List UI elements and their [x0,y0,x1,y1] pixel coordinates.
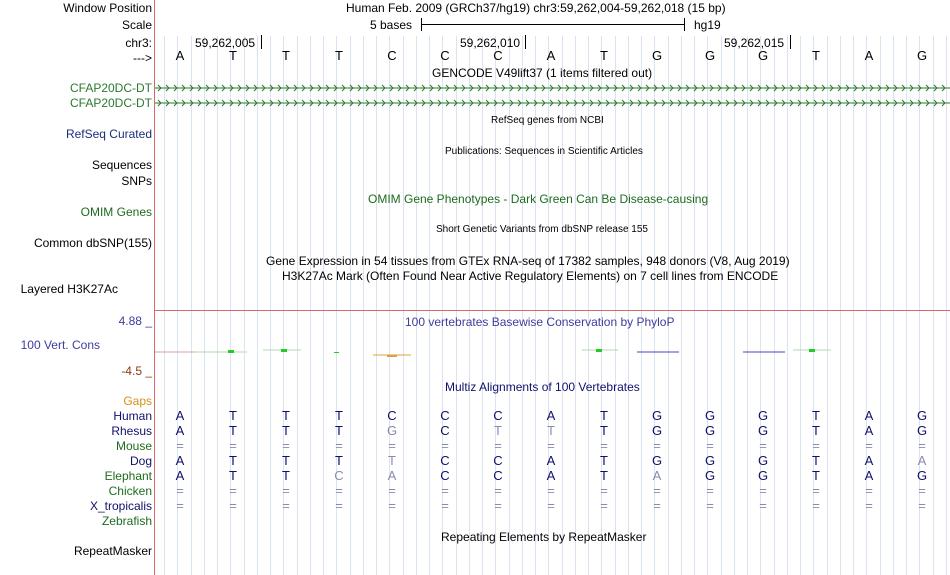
alignment-base: = [335,483,343,498]
grid-line [257,36,258,575]
species-label-x_tropicalis: X_tropicalis [89,499,152,513]
alignment-base: = [176,483,184,498]
grid-line [615,36,616,575]
alignment-base: = [918,498,926,513]
grid-line [840,36,841,575]
grid-line [270,36,271,575]
alignment-base: G [651,408,663,423]
species-label-zebrafish: Zebrafish [101,514,152,528]
grid-line [323,36,324,575]
grid-line [906,36,907,575]
alignment-base: G [757,408,769,423]
grid-line [747,36,748,575]
alignment-base: = [229,498,237,513]
grid-line [946,36,947,575]
alignment-base: T [812,408,820,423]
track-label-cfap20dc-dt-1[interactable]: CFAP20DC-DT [69,81,152,95]
grid-line [641,36,642,575]
alignment-base: G [651,423,663,438]
alignment-base: = [176,438,184,453]
alignment-base: = [653,498,661,513]
alignment-base: = [388,498,396,513]
track-label-omim-genes[interactable]: OMIM Genes [80,205,152,219]
coord-label-2: 59,262,010 [460,36,521,50]
alignment-base: G [757,423,769,438]
alignment-base: C [387,408,397,423]
grid-line [403,36,404,575]
alignment-base: C [440,423,450,438]
track-label-repeatmasker[interactable]: RepeatMasker [73,544,152,558]
species-label-chicken: Chicken [108,484,152,498]
grid-line [933,36,934,575]
reference-base: C [440,48,450,63]
alignment-base: = [653,483,661,498]
alignment-base: A [175,468,185,483]
alignment-base: = [600,483,608,498]
species-label-dog: Dog [129,454,152,468]
alignment-base: = [812,438,820,453]
alignment-base: T [282,468,290,483]
alignment-base: A [175,453,185,468]
alignment-base: A [864,423,874,438]
alignment-base: T [229,408,237,423]
grid-line [164,36,165,575]
alignment-base: = [335,498,343,513]
window-position-text: Human Feb. 2009 (GRCh37/hg19) chr3:59,262,004-59,262,018 (15 bp) [346,1,726,15]
reference-base: A [546,48,556,63]
alignment-base: T [335,453,343,468]
alignment-base: = [494,483,502,498]
alignment-base: = [547,498,555,513]
reference-base: T [335,48,343,63]
grid-line [681,36,682,575]
alignment-base: G [757,468,769,483]
coord-tick-1 [261,35,262,49]
grid-line [429,36,430,575]
reference-base: T [229,48,237,63]
reference-base: C [493,48,503,63]
alignment-base: T [812,468,820,483]
dbsnp-title: Short Genetic Variants from dbSNP release 155 [436,224,648,235]
track-label-cfap20dc-dt-2[interactable]: CFAP20DC-DT [69,96,152,110]
alignment-base: T [335,423,343,438]
species-label-human: Human [113,409,152,423]
coord-label-3: 59,262,015 [724,36,785,50]
track-image[interactable] [155,0,950,575]
alignment-base: T [229,453,237,468]
alignment-base: A [387,468,397,483]
alignment-base: = [600,438,608,453]
alignment-base: = [706,483,714,498]
grid-line [774,36,775,575]
grid-line [350,36,351,575]
alignment-base: = [600,498,608,513]
cons-axis-min: -4.5 _ [121,364,152,378]
grid-line [880,36,881,575]
publications-title: Publications: Sequences in Scientific Articles [445,146,643,157]
track-label-common-dbsnp[interactable]: Common dbSNP(155) [33,236,152,250]
scale-bar-left-tick [421,18,422,31]
alignment-base: A [917,453,927,468]
alignment-base: T [282,453,290,468]
alignment-base: G [704,408,716,423]
grid-line [734,36,735,575]
alignment-base: T [812,423,820,438]
alignment-base: = [865,438,873,453]
track-label-sequences[interactable]: Sequences [91,158,152,172]
alignment-base: C [440,408,450,423]
assembly-label: hg19 [694,18,721,32]
track-label-100-vert-cons[interactable]: 100 Vert. Cons [20,338,100,352]
scale-bar [421,24,684,25]
scale-bar-right-tick [684,18,685,31]
alignment-base: G [704,423,716,438]
phylop-wiggle [155,340,950,370]
reference-base: C [387,48,397,63]
alignment-base: = [706,498,714,513]
alignment-base: G [704,453,716,468]
grid-line [893,36,894,575]
species-label-rhesus: Rhesus [111,424,152,438]
alignment-base: = [229,438,237,453]
alignment-base: A [175,408,185,423]
h3k27ac-title: H3K27Ac Mark (Often Found Near Active Regulatory Elements) on 7 cell lines from ENCODE [282,269,779,283]
alignment-base: = [494,498,502,513]
reference-base: G [916,48,928,63]
alignment-base: T [282,423,290,438]
alignment-base: T [388,453,396,468]
alignment-base: = [335,438,343,453]
alignment-base: G [916,423,928,438]
grid-line [310,36,311,575]
grid-line [694,36,695,575]
alignment-base: T [229,423,237,438]
alignment-base: = [918,438,926,453]
track-label-snps[interactable]: SNPs [121,174,152,188]
scale-label: Scale [121,18,152,32]
alignment-base: T [335,408,343,423]
alignment-base: = [494,438,502,453]
alignment-base: C [440,468,450,483]
alignment-base: A [175,423,185,438]
alignment-base: A [864,408,874,423]
alignment-base: A [546,408,556,423]
species-label-elephant: Elephant [104,469,152,483]
alignment-base: T [547,423,555,438]
alignment-base: = [812,483,820,498]
alignment-base: = [441,483,449,498]
strand-arrow-label: ---> [133,51,152,65]
alignment-base: = [547,438,555,453]
coord-tick-2 [525,35,526,49]
grid-line [721,36,722,575]
phylop-title: 100 vertebrates Basewise Conservation by PhyloP [405,315,675,329]
alignment-base: = [865,498,873,513]
alignment-base: C [493,408,503,423]
grid-line [469,36,470,575]
species-label-mouse: Mouse [115,439,152,453]
refseq-title: RefSeq genes from NCBI [491,115,604,126]
chr-label: chr3: [125,36,152,50]
grid-line [204,36,205,575]
alignment-base: C [493,468,503,483]
grid-line [628,36,629,575]
scale-text: 5 bases [370,18,413,32]
reference-base: G [704,48,716,63]
grid-line [376,36,377,575]
alignment-base: C [493,453,503,468]
reference-base: T [812,48,820,63]
alignment-base: T [600,408,608,423]
alignment-base: = [653,438,661,453]
alignment-base: = [229,483,237,498]
alignment-base: A [546,453,556,468]
grid-line [363,36,364,575]
gtex-title: Gene Expression in 54 tissues from GTEx RNA-seq of 17382 samples, 948 donors (V8, Aug 2019) [266,254,790,268]
alignment-base: A [864,453,874,468]
omim-title: OMIM Gene Phenotypes - Dark Green Can Be Disease-causing [368,192,709,206]
alignment-base: = [547,483,555,498]
alignment-base: T [600,423,608,438]
alignment-base: G [757,453,769,468]
alignment-base: A [864,468,874,483]
gene-feature-cfap20dc-dt-2[interactable] [155,99,950,107]
alignment-base: T [229,468,237,483]
alignment-base: T [494,423,502,438]
track-label-layered-h3k27ac[interactable]: Layered H3K27Ac [20,282,118,296]
alignment-base: = [176,498,184,513]
reference-base: A [175,48,185,63]
coord-tick-3 [790,35,791,49]
alignment-base: = [812,498,820,513]
cons-axis-max: 4.88 _ [118,314,152,328]
cons-top-border [155,310,950,311]
reference-base: A [864,48,874,63]
grid-line [297,36,298,575]
grid-line [456,36,457,575]
reference-base: G [757,48,769,63]
grid-line [482,36,483,575]
alignment-base: = [706,438,714,453]
grid-line [787,36,788,575]
alignment-base: = [388,438,396,453]
grid-line [244,36,245,575]
alignment-base: G [651,453,663,468]
alignment-base: A [652,468,662,483]
alignment-base: G [916,468,928,483]
alignment-base: C [440,453,450,468]
grid-line [800,36,801,575]
alignment-base: G [386,423,398,438]
alignment-base: T [282,408,290,423]
alignment-base: T [600,468,608,483]
alignment-base: = [441,438,449,453]
gencode-title: GENCODE V49lift37 (1 items filtered out) [432,66,653,80]
alignment-base: A [546,468,556,483]
grid-line [853,36,854,575]
alignment-base: = [759,483,767,498]
alignment-base: = [865,483,873,498]
gene-feature-cfap20dc-dt-1[interactable] [155,84,950,92]
coord-label-1: 59,262,005 [195,36,256,50]
grid-line [668,36,669,575]
alignment-base: = [759,498,767,513]
window-position-label: Window Position [63,1,152,15]
grid-line [191,36,192,575]
alignment-base: G [916,408,928,423]
multiz-title: Multiz Alignments of 100 Vertebrates [445,380,640,394]
track-label-gaps: Gaps [123,394,152,408]
repeatmasker-title: Repeating Elements by RepeatMasker [441,530,647,544]
alignment-base: = [759,438,767,453]
grid-line [217,36,218,575]
track-labels [0,0,154,575]
alignment-base: T [600,453,608,468]
track-label-refseq-curated[interactable]: RefSeq Curated [65,127,152,141]
grid-line [416,36,417,575]
reference-base: T [282,48,290,63]
alignment-base: = [282,483,290,498]
alignment-base: = [441,498,449,513]
alignment-base: = [282,498,290,513]
alignment-base: C [334,468,344,483]
alignment-base: = [282,438,290,453]
reference-base: T [600,48,608,63]
alignment-base: G [704,468,716,483]
reference-base: G [651,48,663,63]
alignment-base: = [388,483,396,498]
alignment-base: T [812,453,820,468]
alignment-base: = [918,483,926,498]
grid-line [827,36,828,575]
